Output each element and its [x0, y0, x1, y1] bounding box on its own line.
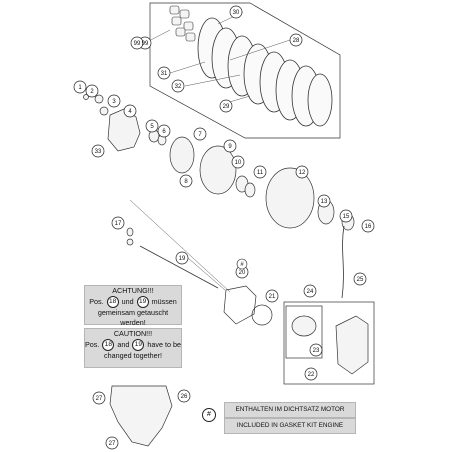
hose-line [342, 226, 344, 298]
callout-3: 3 [112, 99, 116, 105]
legend-de: ENTHALTEN IM DICHTSATZ MOTOR [224, 402, 356, 418]
warning-text-en-2: changed together! [104, 351, 162, 360]
callout-11: 11 [256, 170, 264, 176]
callout-23: 23 [312, 348, 320, 354]
push-rod [140, 246, 218, 288]
warning-text-de-1: müssen [151, 296, 177, 306]
callout-26: 26 [180, 394, 188, 400]
ref-18: 18 [107, 296, 119, 308]
callout-31: 31 [160, 71, 168, 77]
callout-24: 24 [306, 289, 314, 295]
warning-title-de: ACHTUNG!!! [112, 286, 154, 295]
english-warning-note [84, 328, 182, 368]
warning-text-en-1: have to be [147, 339, 181, 349]
callout-13: 13 [320, 199, 328, 205]
callout-22: 22 [307, 372, 315, 378]
callout-27a: 27 [95, 396, 103, 402]
gasket-parts [224, 286, 272, 325]
ref-19: 19 [137, 296, 149, 308]
callout-12: 12 [298, 170, 306, 176]
callout-25: 25 [356, 277, 364, 283]
callout-29: 29 [222, 104, 230, 110]
ref-19: 19 [132, 339, 144, 351]
warning-title-en: CAUTION!!! [113, 329, 153, 338]
warning-text-de-2: gemeinsam getauscht werden! [97, 308, 169, 327]
conjunction: und [121, 296, 134, 306]
callout-10: 10 [234, 160, 242, 166]
pos-label: Pos. [85, 339, 100, 349]
callout-99: 99 [133, 41, 141, 47]
callout-7: 7 [198, 132, 202, 138]
callout-8: 8 [184, 179, 188, 185]
callout-9: 9 [228, 144, 232, 150]
legend-en: INCLUDED IN GASKET KIT ENGINE [224, 418, 356, 434]
callout-30: 30 [232, 10, 240, 16]
callout-32: 32 [174, 84, 182, 90]
callout-15: 15 [342, 214, 350, 220]
pos-label: Pos. [89, 296, 104, 306]
legend-symbol: # [202, 408, 216, 422]
callout-16: 16 [364, 224, 372, 230]
clutch-discs [198, 18, 332, 126]
spring-cups [170, 6, 195, 41]
ref-18: 18 [102, 339, 114, 351]
callout-1: 1 [78, 85, 82, 91]
callout-4: 4 [128, 109, 132, 115]
german-warning-note [84, 285, 182, 325]
callout-20: 20 [238, 270, 246, 276]
callout-28: 28 [292, 38, 300, 44]
bottom-cover [110, 386, 172, 446]
callout-17: 17 [114, 221, 122, 227]
callout-2: 2 [90, 89, 94, 95]
callout-19: 19 [178, 256, 186, 262]
conjunction: and [117, 339, 130, 349]
slave-cylinder-box [284, 302, 374, 384]
svg-text:#: # [240, 262, 244, 268]
gasket-marker [237, 259, 247, 269]
callout-5: 5 [150, 124, 154, 130]
callout-33: 33 [94, 149, 102, 155]
callout-99b: 99 [141, 41, 149, 47]
callout-21: 21 [268, 294, 276, 300]
callout-6: 6 [162, 129, 166, 135]
callout-27b: 27 [108, 441, 116, 447]
